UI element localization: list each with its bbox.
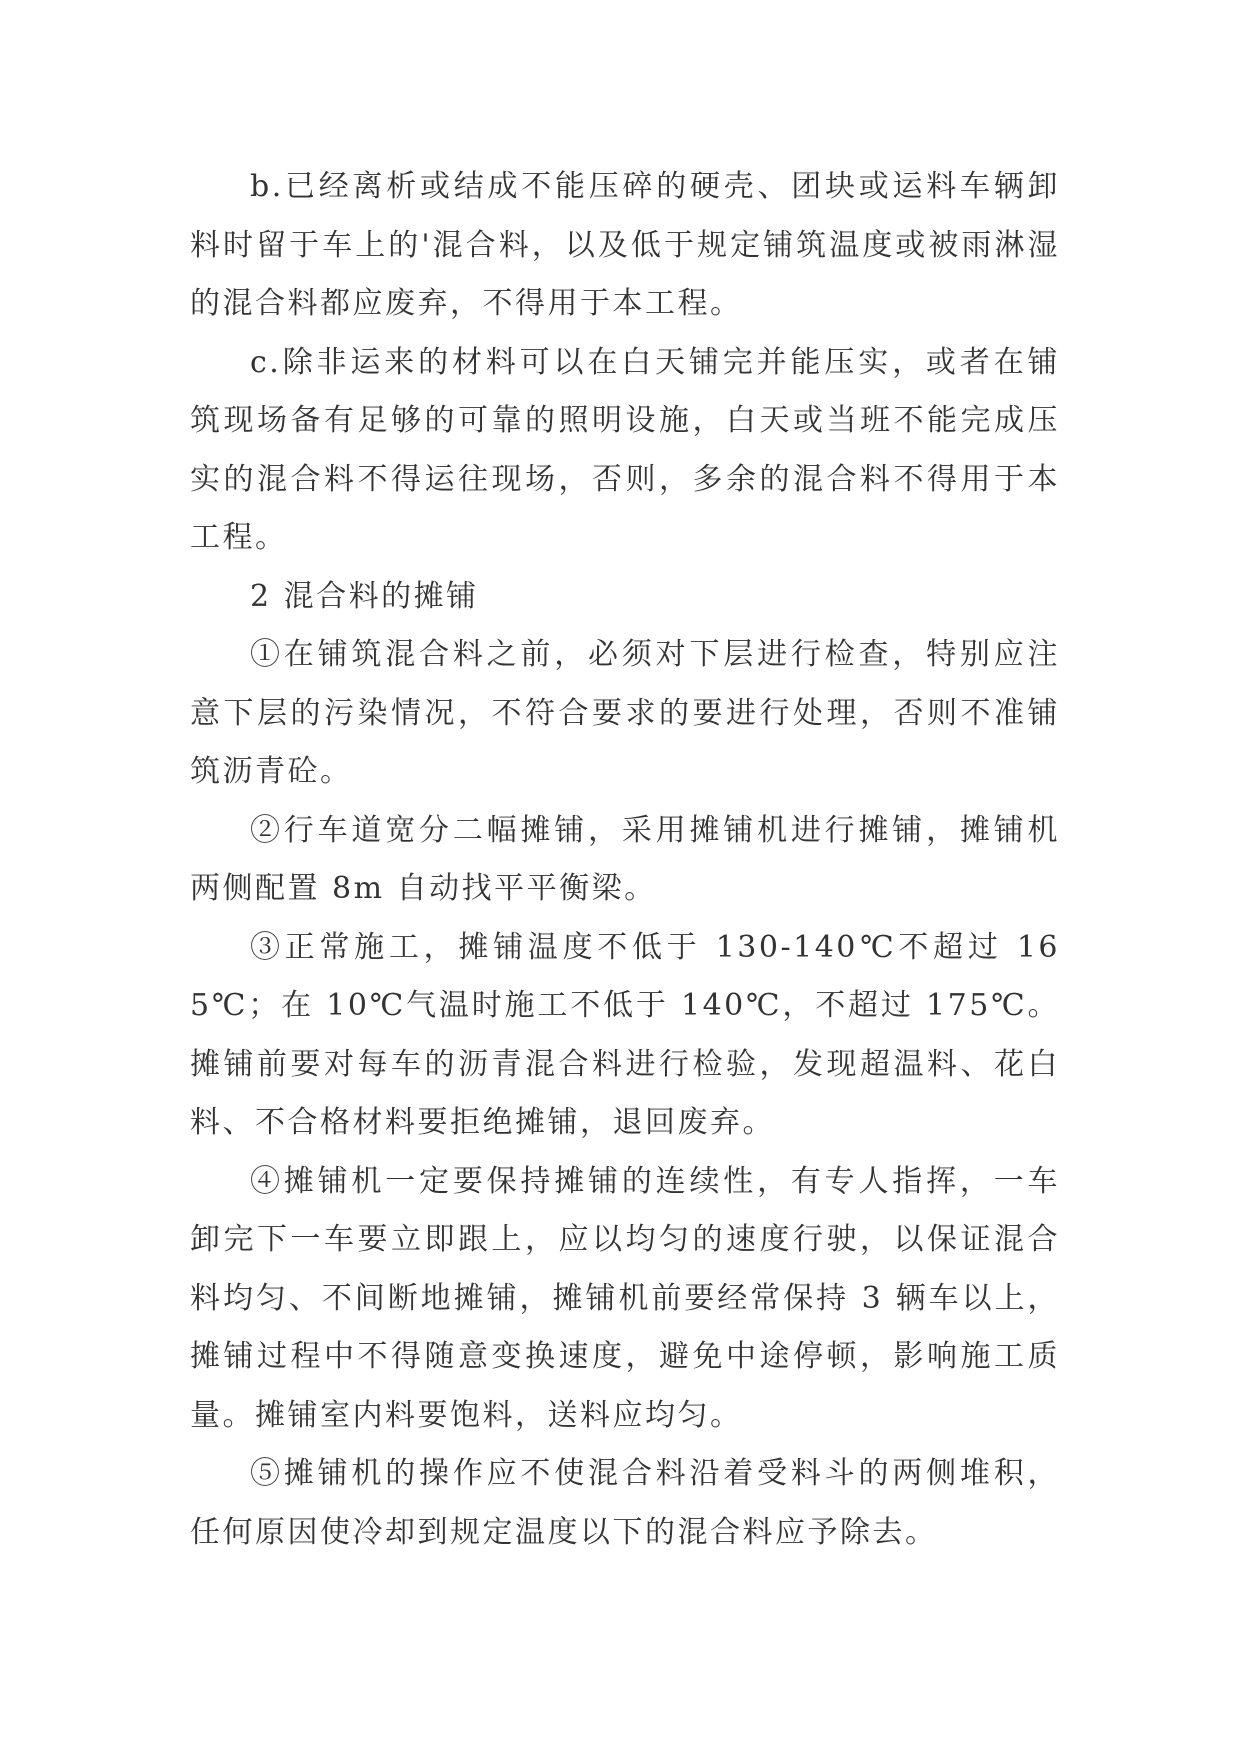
paragraph-item-2-lanes: ②行车道宽分二幅摊铺，采用摊铺机进行摊铺，摊铺机两侧配置 8m 自动找平平衡梁。 xyxy=(190,812,1060,906)
section-heading-paving: 2 混合料的摊铺 xyxy=(250,578,479,614)
paragraph-item-4-continuity: ④摊铺机一定要保持摊铺的连续性，有专人指挥，一车卸完下一车要立即跟上，应以均匀的速度行驶，以保证混合料均匀、不间断地摊铺，摊铺机前要经常保持 3 辆车以上，摊铺过程中不得随意变换速度，避免中途停顿，影响施工质量。摊铺室内料要饱料，送料应均匀。 xyxy=(190,1163,1060,1433)
paragraph-item-5-operation: ⑤摊铺机的操作应不使混合料沿着受料斗的两侧堆积，任何原因使冷却到规定温度以下的混合料应予除去。 xyxy=(190,1456,1060,1550)
paragraph-b-discard-mixture: b.已经离析或结成不能压碎的硬壳、团块或运料车辆卸料时留于车上的'混合料，以及低于规定铺筑温度或被雨淋湿的混合料都应废弃，不得用于本工程。 xyxy=(190,169,1060,321)
paragraph-item-3-temperature: ③正常施工，摊铺温度不低于 130-140℃不超过 165℃；在 10℃气温时施工不低于 140℃，不超过 175℃。摊铺前要对每车的沥青混合料进行检验，发现超温料、花白料、不合格材料要拒绝摊铺，退回废弃。 xyxy=(190,929,1060,1140)
paragraph-c-night-paving: c.除非运来的材料可以在白天铺完并能压实，或者在铺筑现场备有足够的可靠的照明设施，白天或当班不能完成压实的混合料不得运往现场，否则，多余的混合料不得用于本工程。 xyxy=(190,344,1060,555)
paragraph-item-1-inspection: ①在铺筑混合料之前，必须对下层进行检查，特别应注意下层的污染情况，不符合要求的要进行处理，否则不准铺筑沥青砼。 xyxy=(190,637,1060,789)
document-body xyxy=(190,158,1060,1562)
